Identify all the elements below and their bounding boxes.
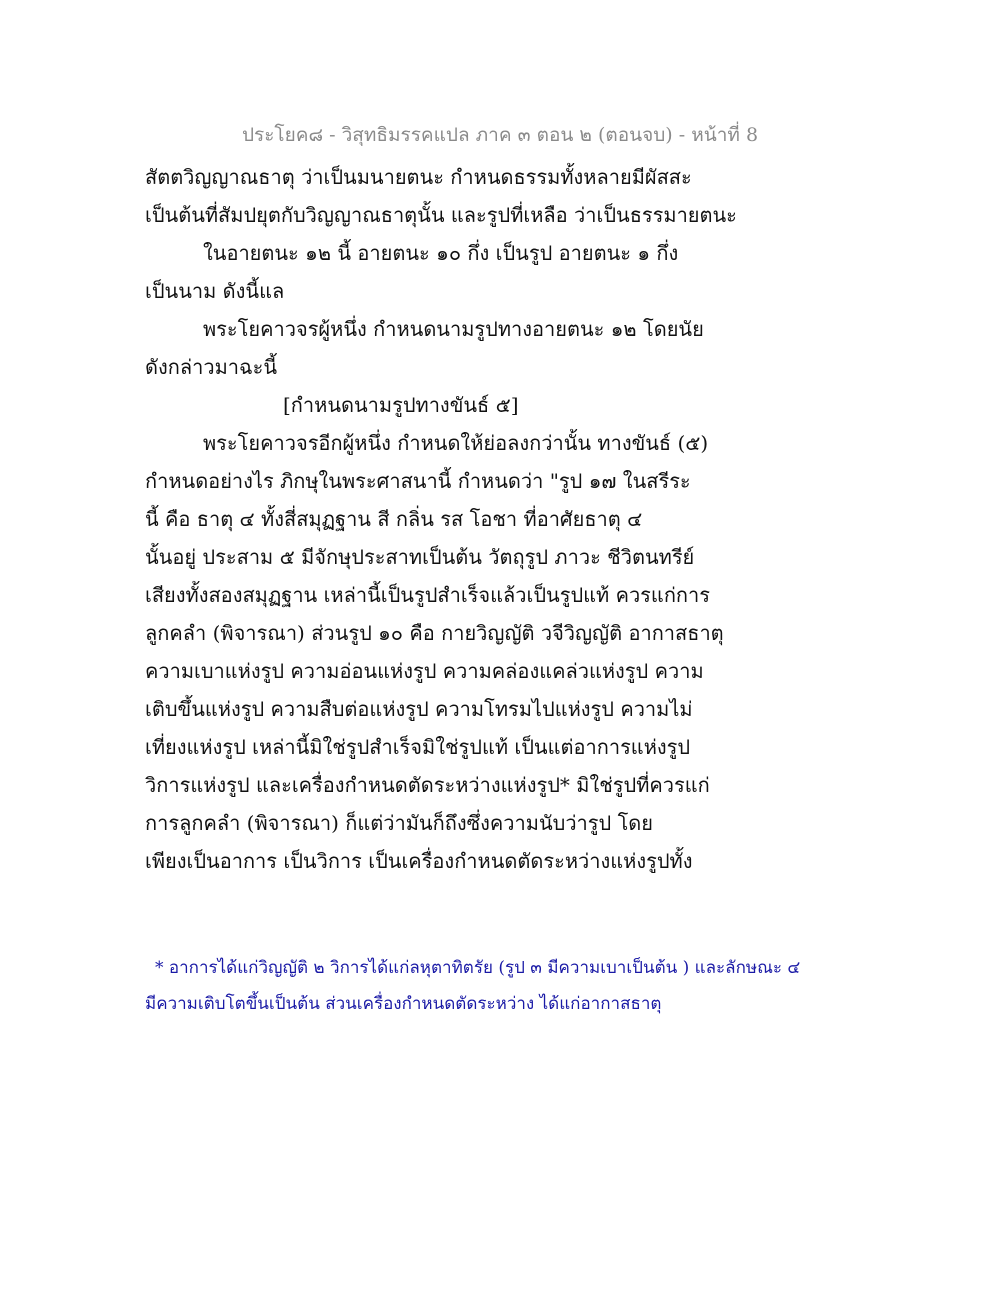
text-line: พระโยคาวจรอีกผู้หนึ่ง กำหนดให้ย่อลงกว่านั้น ทางขันธ์ (๕) (203, 431, 709, 455)
text-line: ลูกคลำ (พิจารณา) ส่วนรูป ๑๐ คือ กายวิญญัติ วจีวิญญัติ อากาสธาตุ (145, 621, 724, 645)
text-line: การลูกคลำ (พิจารณา) ก็แต่ว่ามันก็ถึงซึ่งความนับว่ารูป โดย (145, 811, 654, 835)
text-line: ในอายตนะ ๑๒ นี้ อายตนะ ๑๐ กึ่ง เป็นรูป อายตนะ ๑ กึ่ง (203, 241, 679, 265)
section-heading: [กำหนดนามรูปทางขันธ์ ๕] (283, 393, 519, 417)
text-line: ดังกล่าวมาฉะนี้ (145, 355, 278, 379)
text-line: เติบขึ้นแห่งรูป ความสืบต่อแห่งรูป ความโทรมไปแห่งรูป ความไม่ (145, 697, 693, 721)
page-header: ประโยค๘ - วิสุทธิมรรคแปล ภาค ๓ ตอน ๒ (ตอนจบ) - หน้าที่ 8 (241, 124, 759, 146)
text-line: เสียงทั้งสองสมุฏฐาน เหล่านี้เป็นรูปสำเร็จแล้วเป็นรูปแท้ ควรแก่การ (145, 583, 711, 607)
text-line: เป็นนาม ดังนี้แล (145, 279, 285, 303)
text-line: สัตตวิญญาณธาตุ ว่าเป็นมนายตนะ กำหนดธรรมทั้งหลายมีผัสสะ (145, 165, 692, 189)
main-text (145, 158, 845, 880)
text-line: เป็นต้นที่สัมปยุตกับวิญญาณธาตุนั้น และรูปที่เหลือ ว่าเป็นธรรมายตนะ (145, 203, 737, 227)
text-line: นี้ คือ ธาตุ ๔ ทั้งสี่สมุฏฐาน สี กลิ่น รส โอชา ที่อาศัยธาตุ ๔ (145, 507, 643, 531)
text-line: พระโยคาวจรผู้หนึ่ง กำหนดนามรูปทางอายตนะ ๑๒ โดยนัย (203, 317, 704, 341)
text-line: เพียงเป็นอาการ เป็นวิการ เป็นเครื่องกำหนดตัดระหว่างแห่งรูปทั้ง (145, 849, 693, 873)
footnote-line: * อาการได้แก่วิญญัติ ๒ วิการได้แก่ลหุตาทิตรัย (รูป ๓ มีความเบาเป็นต้น ) และลักษณะ ๔ (155, 958, 801, 978)
text-line: เที่ยงแห่งรูป เหล่านี้มิใช่รูปสำเร็จมิใช่รูปแท้ เป็นแต่อาการแห่งรูป (145, 735, 691, 759)
text-line: ความเบาแห่งรูป ความอ่อนแห่งรูป ความคล่องแคล่วแห่งรูป ความ (145, 659, 704, 683)
footnote (145, 950, 845, 1022)
text-line: นั้นอยู่ ประสาม ๕ มีจักษุประสาทเป็นต้น วัตถุรูป ภาวะ ชีวิตนทรีย์ (145, 545, 695, 569)
footnote-line: มีความเติบโตขึ้นเป็นต้น ส่วนเครื่องกำหนดตัดระหว่าง ได้แก่อากาสธาตุ (145, 994, 662, 1014)
text-line: วิการแห่งรูป และเครื่องกำหนดตัดระหว่างแห่งรูป* มิใช่รูปที่ควรแก่ (145, 773, 710, 797)
text-line: กำหนดอย่างไร ภิกษุในพระศาสนานี้ กำหนดว่า "รูป ๑๗ ในสรีระ (145, 469, 691, 493)
